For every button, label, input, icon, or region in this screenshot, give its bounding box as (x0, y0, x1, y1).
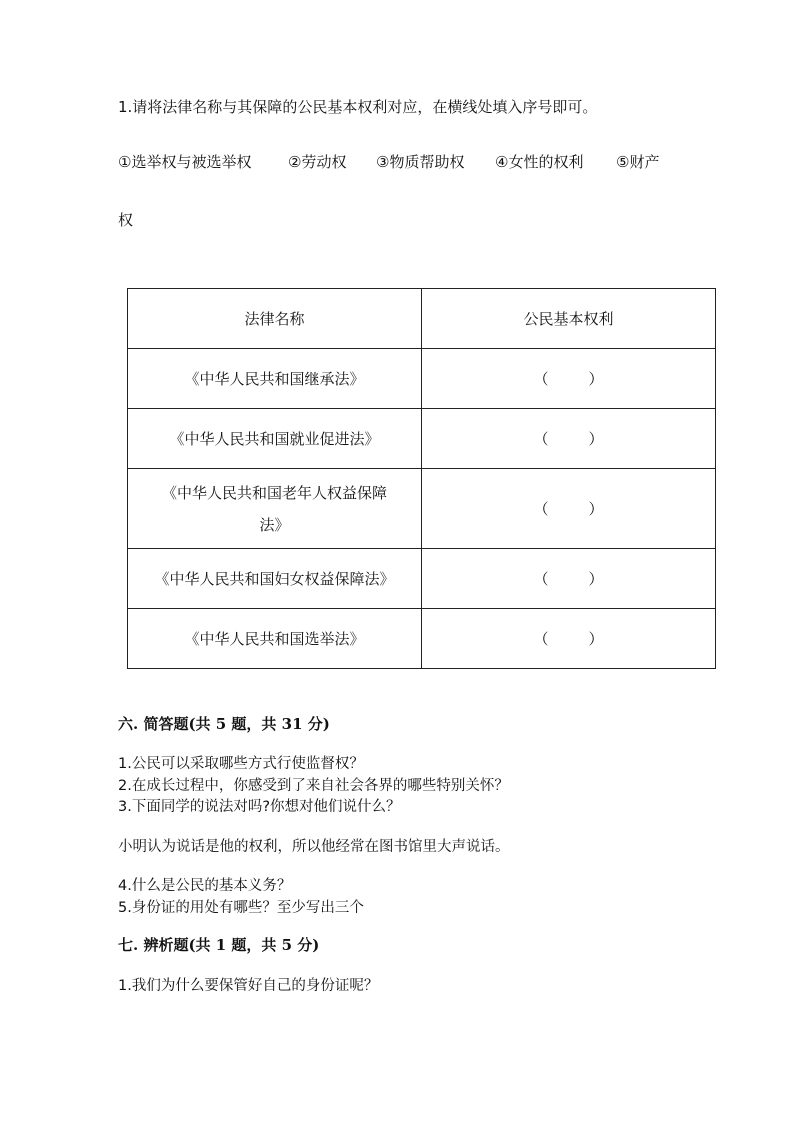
law-name-cell (128, 469, 422, 549)
close-paren: ） (588, 370, 604, 388)
header-citizen-rights: 公民基本权利 (422, 289, 716, 349)
table-header-row (128, 289, 716, 349)
answer-blank[interactable] (422, 469, 716, 549)
law-rights-table (127, 288, 716, 669)
question-item: 1.公民可以采取哪些方式行使监督权？ (118, 756, 364, 772)
question-item: 5.身份证的用处有哪些？至少写出三个 (118, 900, 364, 916)
law-name-cell: 《中华人民共和国选举法》 (128, 609, 422, 669)
section-6-title: 六. 简答题(共 5 题，共 31 分) (118, 715, 330, 733)
header-law-name: 法律名称 (128, 289, 422, 349)
option-5: ⑤财产 (616, 153, 660, 171)
section-7-title: 七. 辨析题(共 1 题，共 5 分) (118, 936, 320, 954)
option-5-wrap: 权 (118, 211, 134, 229)
open-paren: （ (533, 570, 549, 588)
close-paren: ） (588, 630, 604, 648)
close-paren: ） (588, 499, 604, 518)
question-instruction: 1.请将法律名称与其保障的公民基本权利对应，在横线处填入序号即可。 (118, 98, 598, 116)
option-1: ①选举权与被选举权 (118, 153, 252, 171)
table-row (128, 349, 716, 409)
question-item: 3.下面同学的说法对吗?你想对他们说什么？ (118, 799, 401, 815)
law-name-cell: 《中华人民共和国妇女权益保障法》 (128, 549, 422, 609)
question-item: 2.在成长过程中，你感受到了来自社会各界的哪些特别关怀？ (118, 778, 509, 794)
option-4: ④女性的权利 (495, 153, 584, 171)
question-item: 4.什么是公民的基本义务？ (118, 878, 292, 894)
open-paren: （ (533, 630, 549, 648)
open-paren: （ (533, 370, 549, 388)
answer-blank[interactable] (422, 609, 716, 669)
table-row (128, 409, 716, 469)
open-paren: （ (533, 499, 549, 518)
option-3: ③物质帮助权 (376, 153, 465, 171)
open-paren: （ (533, 430, 549, 448)
table-row (128, 609, 716, 669)
table-row (128, 549, 716, 609)
option-2: ②劳动权 (288, 153, 347, 171)
table-row (128, 469, 716, 549)
question-statement: 小明认为说话是他的权利，所以他经常在图书馆里大声说话。 (118, 839, 510, 855)
answer-blank[interactable] (422, 349, 716, 409)
answer-blank[interactable] (422, 409, 716, 469)
law-name-line2: 法》 (259, 515, 290, 534)
question-item: 1.我们为什么要保管好自己的身份证呢？ (118, 978, 379, 994)
law-name-line1: 《中华人民共和国老年人权益保障 (161, 483, 387, 502)
close-paren: ） (588, 570, 604, 588)
answer-blank[interactable] (422, 549, 716, 609)
law-name-cell: 《中华人民共和国就业促进法》 (128, 409, 422, 469)
law-name-cell: 《中华人民共和国继承法》 (128, 349, 422, 409)
close-paren: ） (588, 430, 604, 448)
